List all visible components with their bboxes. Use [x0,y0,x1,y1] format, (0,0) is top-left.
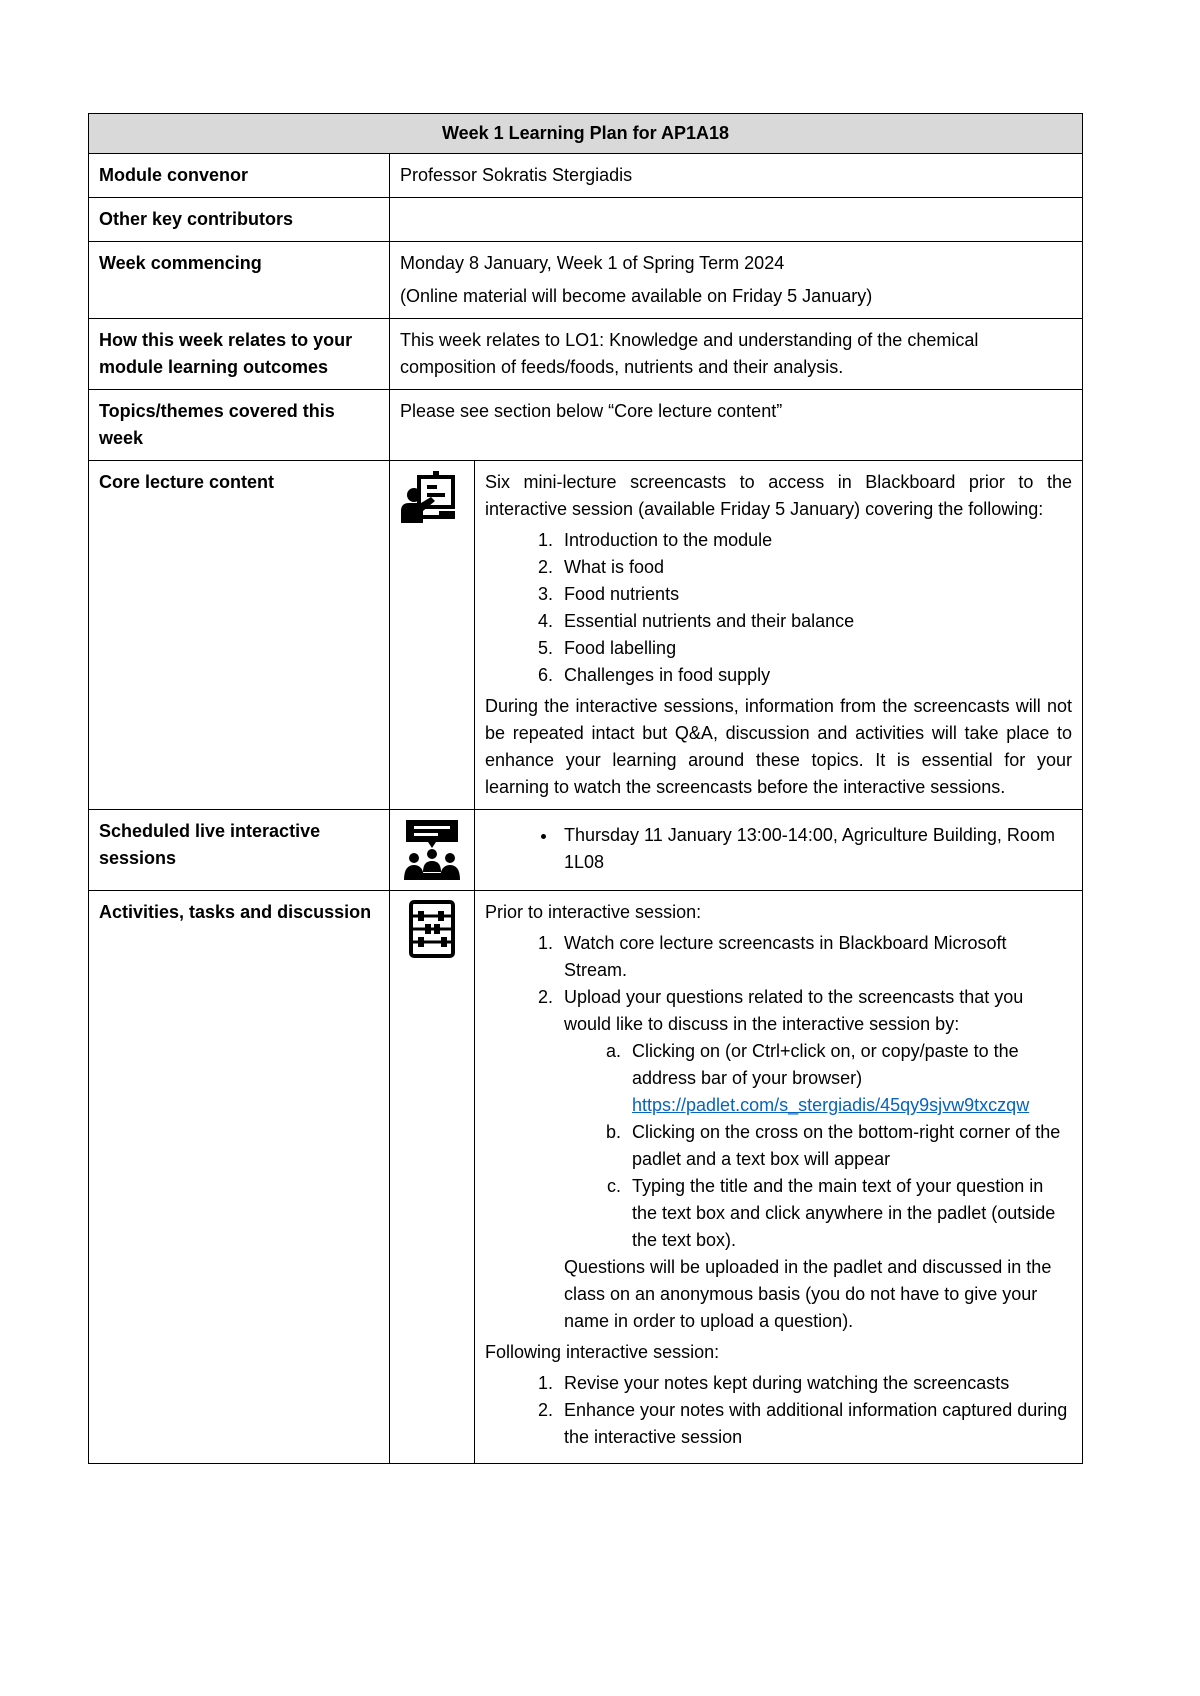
list-item: 3. Food nutrients [558,581,1072,608]
core-icon-cell [390,461,475,810]
week-label: Week commencing [89,242,390,319]
list-item: 5. Food labelling [558,635,1072,662]
relates-row [89,319,1083,390]
list-item [626,1038,1072,1119]
audience-meeting-icon [402,818,462,882]
topics-row [89,390,1083,461]
topics-label: Topics/themes covered this week [89,390,390,461]
sessions-list [485,822,1072,876]
core-row [89,461,1083,810]
sessions-content [475,810,1083,891]
sub-a-text: Clicking on (or Ctrl+click on, or copy/paste to the address bar of your browser) [632,1041,1019,1088]
sessions-label: Scheduled live interactive sessions [89,810,390,891]
activities-icon-cell [390,891,475,1464]
sessions-row [89,810,1083,891]
list-item: 6. Challenges in food supply [558,662,1072,689]
list-item: b. Clicking on the cross on the bottom-right corner of the padlet and a text box will appear [626,1119,1072,1173]
list-item [558,984,1072,1335]
list-item: 2. Enhance your notes with additional information captured during the interactive session [558,1397,1072,1451]
week-date: Monday 8 January, Week 1 of Spring Term 2024 [400,253,785,273]
core-outro: During the interactive sessions, information from the screencasts will not be repeated intact but Q&A, discussion and activities will take place to enhance your learning around these topics. It is essential for your learning to watch the screencasts before the interactive sessions. [485,696,1072,797]
week-value [390,242,1083,319]
contributors-row [89,198,1083,242]
core-label: Core lecture content [89,461,390,810]
week-row [89,242,1083,319]
activities-row [89,891,1083,1464]
learning-plan-page [88,113,1082,1464]
list-item: 1. Revise your notes kept during watching the screencasts [558,1370,1072,1397]
prior-2-text: Upload your questions related to the screencasts that you would like to discuss in the interactive session by: [564,987,1024,1034]
list-item: • Thursday 11 January 13:00-14:00, Agriculture Building, Room 1L08 [558,822,1072,876]
activities-content [475,891,1083,1464]
relates-label: How this week relates to your module learning outcomes [89,319,390,390]
title-row [89,114,1083,154]
convenor-row [89,154,1083,198]
convenor-label: Module convenor [89,154,390,198]
relates-value: This week relates to LO1: Knowledge and understanding of the chemical composition of feeds/foods, nutrients and their analysis. [390,319,1083,390]
list-item: 1. Watch core lecture screencasts in Blackboard Microsoft Stream. [558,930,1072,984]
following-list [485,1370,1072,1451]
core-lecture-list [485,527,1072,689]
week-availability: (Online material will become available on Friday 5 January) [400,286,873,306]
contributors-value [390,198,1083,242]
abacus-icon [408,899,456,959]
contributors-label: Other key contributors [89,198,390,242]
prior-list [485,930,1072,1335]
following-heading: Following interactive session: [485,1342,720,1362]
activities-label: Activities, tasks and discussion [89,891,390,1464]
table-title: Week 1 Learning Plan for AP1A18 [89,114,1083,154]
list-item: c. Typing the title and the main text of your question in the text box and click anywhere in the padlet (outside the text box). [626,1173,1072,1254]
core-intro: Six mini-lecture screencasts to access in Blackboard prior to the interactive session (available Friday 5 January) covering the following: [485,472,1072,519]
questions-note: Questions will be uploaded in the padlet and discussed in the class on an anonymous basis (you do not have to give your name in order to upload a question). [564,1257,1052,1331]
padlet-link[interactable]: https://padlet.com/s_stergiadis/45qy9sjvw9txczqw [632,1095,1030,1115]
presentation-screen-icon [399,469,465,525]
sessions-icon-cell [390,810,475,891]
topics-value: Please see section below “Core lecture content” [390,390,1083,461]
convenor-value: Professor Sokratis Stergiadis [390,154,1083,198]
learning-plan-table [88,113,1083,1464]
upload-steps-list [564,1038,1072,1254]
list-item: 1. Introduction to the module [558,527,1072,554]
core-content [475,461,1083,810]
list-item: 2. What is food [558,554,1072,581]
list-item: 4. Essential nutrients and their balance [558,608,1072,635]
prior-heading: Prior to interactive session: [485,902,702,922]
